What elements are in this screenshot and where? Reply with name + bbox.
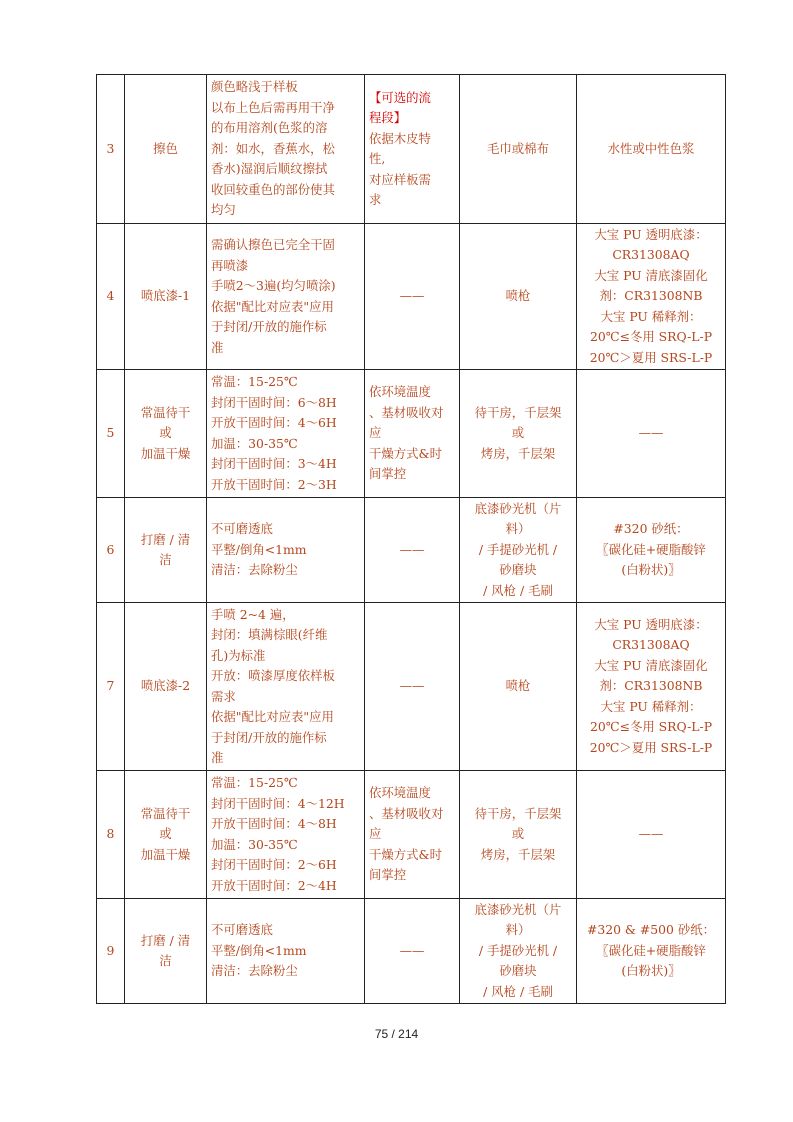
step-number-text: 6 <box>106 541 115 557</box>
name-line: 洁 <box>159 552 172 567</box>
method-line: 常温：15-25℃ <box>211 775 298 790</box>
note_red-line: 【可选的流 <box>369 89 431 105</box>
material-line: 20℃≤冬用 SRQ-L-P <box>589 719 713 735</box>
material-line: 大宝 PU 稀释剂： <box>600 308 702 324</box>
method-line: 均匀 <box>211 202 236 218</box>
tool-line: 料） <box>505 922 531 938</box>
step-name <box>125 498 207 603</box>
note-line: 对应样板需 <box>369 171 431 187</box>
note-line: 应 <box>369 425 382 441</box>
note-line: 求 <box>369 192 382 207</box>
step-number <box>97 498 125 603</box>
step-number <box>97 224 125 370</box>
note-line: 、基材吸收对 <box>369 805 444 821</box>
name-line: 洁 <box>159 953 172 968</box>
tool-line: / 风枪 / 毛刷 <box>483 983 553 999</box>
material-line: (白粉状)〗 <box>621 562 681 578</box>
material-line: 水性或中性色浆 <box>607 140 695 156</box>
tool-line: / 风枪 / 毛刷 <box>483 582 553 598</box>
step-tool <box>460 603 577 771</box>
method-line: 需确认擦色已完全干固 <box>211 237 335 252</box>
step-tool <box>460 771 577 899</box>
step-number <box>97 771 125 899</box>
method-line: 颜色略浅于样板 <box>211 79 298 95</box>
material-line: 〖碳化硅+硬脂酸锌 <box>596 541 706 557</box>
table-row <box>97 75 726 224</box>
method-line: 于封闭/开放的施作标 <box>211 319 327 334</box>
step-number-text: 3 <box>106 140 115 156</box>
step-number <box>97 370 125 498</box>
method-line: 不可磨透底 <box>211 521 273 537</box>
material-line: CR31308AQ <box>612 637 690 653</box>
note-line: —— <box>399 288 425 304</box>
method-line: 准 <box>211 339 224 355</box>
step-tool <box>460 899 577 1004</box>
tool-line: 待干房，千层架 <box>474 805 562 821</box>
method-line: 封闭干固时间：2～6H <box>211 857 337 872</box>
step-number <box>97 603 125 771</box>
name-line: 加温干燥 <box>140 846 191 862</box>
tool-line: 砂磨块 <box>499 963 537 979</box>
table-row <box>97 771 726 899</box>
tool-line: 毛巾或棉布 <box>487 140 549 156</box>
method-line: 加温：30-35℃ <box>211 435 298 451</box>
name-line: 常温待干 <box>140 805 191 821</box>
step-method <box>207 75 365 224</box>
name-line: 或 <box>159 826 172 842</box>
step-name <box>125 771 207 899</box>
step-note <box>365 603 460 771</box>
table-row <box>97 370 726 498</box>
step-material <box>577 771 726 899</box>
method-line: 常温：15-25℃ <box>211 374 298 389</box>
step-name <box>125 603 207 771</box>
method-line: 封闭：填满棕眼(纤维 <box>211 627 328 642</box>
material-line: 大宝 PU 透明底漆： <box>594 616 708 632</box>
method-line: 开放干固时间：2～3H <box>211 476 337 492</box>
step-tool <box>460 224 577 370</box>
page-number: 75 / 214 <box>374 1027 419 1041</box>
method-line: 以布上色后需再用干净 <box>211 99 335 115</box>
step-number-text: 8 <box>106 826 115 842</box>
step-name <box>125 899 207 1004</box>
process-table <box>96 74 726 1004</box>
table-row <box>97 603 726 771</box>
note-line: —— <box>399 541 425 557</box>
material-line: 20℃≤冬用 SRQ-L-P <box>589 329 713 345</box>
method-line: 开放干固时间：4～8H <box>211 816 337 831</box>
method-line: 孔)为标准 <box>211 647 266 663</box>
step-note <box>365 370 460 498</box>
material-line: —— <box>638 425 664 441</box>
material-line: 大宝 PU 清底漆固化 <box>594 267 708 283</box>
material-line: CR31308AQ <box>612 247 690 263</box>
note-line: 间掌控 <box>369 466 407 482</box>
method-line: 开放：喷漆厚度依样板 <box>211 668 335 683</box>
method-line: 封闭干固时间：3～4H <box>211 456 337 471</box>
name-line: 打磨 / 清 <box>140 932 191 948</box>
tool-line: 砂磨块 <box>499 562 537 578</box>
tool-line: 喷枪 <box>505 678 531 694</box>
name-line: 打磨 / 清 <box>140 531 191 547</box>
tool-line: 烤房，千层架 <box>480 846 556 862</box>
material-line: —— <box>638 826 664 842</box>
table-row <box>97 899 726 1004</box>
note-line: —— <box>399 678 425 694</box>
step-material <box>577 498 726 603</box>
method-line: 封闭干固时间：6～8H <box>211 394 337 410</box>
note_red-line: 程段】 <box>369 110 407 125</box>
note-line: 依据木皮特 <box>369 130 431 146</box>
method-line: 清洁：去除粉尘 <box>211 963 298 979</box>
table-row <box>97 224 726 370</box>
step-method <box>207 224 365 370</box>
step-method <box>207 370 365 498</box>
step-name <box>125 370 207 498</box>
step-method <box>207 771 365 899</box>
step-tool <box>460 498 577 603</box>
process-table-body <box>97 75 726 1004</box>
note-line: 性, <box>369 151 386 166</box>
note-line: 干燥方式&时 <box>369 846 442 862</box>
method-line: 手喷2～3遍(均匀喷涂) <box>211 278 336 293</box>
step-tool <box>460 370 577 498</box>
method-line: 平整/倒角<1mm <box>211 942 307 958</box>
method-line: 收回较重色的部份使其 <box>211 181 335 197</box>
method-line: 需求 <box>211 688 236 704</box>
note-line: 依环境温度 <box>369 384 431 400</box>
tool-line: 或 <box>511 425 525 441</box>
name-line: 擦色 <box>153 140 178 156</box>
material-line: 剂：CR31308NB <box>599 288 703 304</box>
method-line: 依据"配比对应表"应用 <box>211 298 334 314</box>
tool-line: / 手提砂光机 / <box>478 942 558 958</box>
material-line: #320 砂纸： <box>613 521 689 537</box>
table-row <box>97 498 726 603</box>
name-line: 喷底漆-2 <box>140 678 191 694</box>
tool-line: 烤房，千层架 <box>480 445 556 461</box>
name-line: 加温干燥 <box>140 445 191 461</box>
step-name <box>125 224 207 370</box>
step-number-text: 5 <box>106 425 115 441</box>
note-line: 应 <box>369 826 382 842</box>
step-material <box>577 899 726 1004</box>
name-line: 喷底漆-1 <box>140 288 191 304</box>
step-number <box>97 899 125 1004</box>
tool-line: / 手提砂光机 / <box>478 541 558 557</box>
method-line: 开放干固时间：2～4H <box>211 877 337 893</box>
step-method <box>207 498 365 603</box>
method-line: 开放干固时间：4～6H <box>211 415 337 430</box>
tool-line: 底漆砂光机（片 <box>474 500 562 516</box>
step-material <box>577 224 726 370</box>
material-line: (白粉状)〗 <box>621 963 681 979</box>
method-line: 封闭干固时间：4～12H <box>211 795 345 811</box>
material-line: 剂：CR31308NB <box>599 678 703 694</box>
method-line: 准 <box>211 750 224 765</box>
method-line: 清洁：去除粉尘 <box>211 562 298 578</box>
material-line: 大宝 PU 透明底漆： <box>594 226 708 242</box>
tool-line: 待干房，千层架 <box>474 404 562 420</box>
step-material <box>577 603 726 771</box>
material-line: 〖碳化硅+硬脂酸锌 <box>596 942 706 958</box>
step-note <box>365 771 460 899</box>
material-line: 20℃＞夏用 SRS-L-P <box>589 349 713 365</box>
method-line: 加温：30-35℃ <box>211 836 298 852</box>
step-note <box>365 224 460 370</box>
step-material <box>577 75 726 224</box>
note-line: —— <box>399 942 425 958</box>
method-line: 剂：如水，香蕉水，松 <box>211 140 335 156</box>
step-method <box>207 899 365 1004</box>
method-line: 手喷 2~4 遍， <box>211 606 295 622</box>
material-line: 大宝 PU 稀释剂： <box>600 698 702 714</box>
method-line: 于封闭/开放的施作标 <box>211 729 327 745</box>
note-line: 依环境温度 <box>369 785 431 801</box>
step-number <box>97 75 125 224</box>
method-line: 依据"配比对应表"应用 <box>211 709 334 724</box>
name-line: 常温待干 <box>140 404 191 420</box>
name-line: 或 <box>159 425 172 441</box>
method-line: 的布用溶剂(色浆的溶 <box>211 120 328 136</box>
step-number-text: 7 <box>106 678 115 694</box>
note-line: 间掌控 <box>369 867 407 883</box>
step-number-text: 4 <box>106 288 115 304</box>
step-number-text: 9 <box>106 942 115 958</box>
method-line: 香水)湿润后顺纹擦拭 <box>211 161 328 177</box>
material-line: 大宝 PU 清底漆固化 <box>594 657 708 673</box>
note-line: 干燥方式&时 <box>369 445 442 461</box>
note-line: 、基材吸收对 <box>369 404 444 420</box>
step-material <box>577 370 726 498</box>
tool-line: 或 <box>511 826 525 842</box>
step-note <box>365 75 460 224</box>
method-line: 不可磨透底 <box>211 922 273 938</box>
step-tool <box>460 75 577 224</box>
step-note <box>365 899 460 1004</box>
step-name <box>125 75 207 224</box>
tool-line: 料） <box>505 521 531 537</box>
method-line: 再喷漆 <box>211 257 249 273</box>
material-line: 20℃＞夏用 SRS-L-P <box>589 739 713 755</box>
material-line: #320 & #500 砂纸： <box>586 922 716 938</box>
method-line: 平整/倒角<1mm <box>211 541 307 557</box>
tool-line: 喷枪 <box>505 288 531 304</box>
step-note <box>365 498 460 603</box>
tool-line: 底漆砂光机（片 <box>474 901 562 917</box>
step-method <box>207 603 365 771</box>
